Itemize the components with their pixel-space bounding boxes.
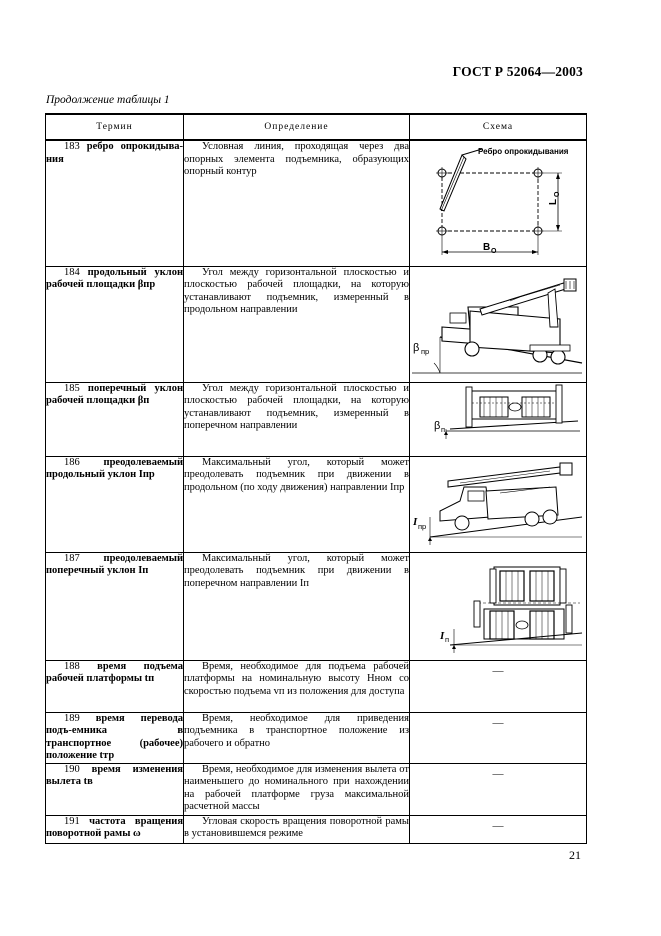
scheme-cell xyxy=(410,382,587,456)
term-cell xyxy=(46,382,184,456)
term-number: 185 xyxy=(64,382,80,394)
definition-text: Максимальный угол, который может преодолевать подъемник при движении в поперечном направлении Iп xyxy=(184,552,409,589)
table-caption: Продолжение таблицы 1 xyxy=(46,94,170,106)
scheme-dash: — xyxy=(492,716,504,729)
scheme-dash: — xyxy=(492,767,504,780)
table-row xyxy=(46,266,587,382)
term-number: 186 xyxy=(64,456,80,468)
term-text: продольный уклон рабочей площадки βпр xyxy=(46,266,183,290)
standard-code: ГОСТ Р 52064—2003 xyxy=(452,64,583,79)
definition-cell xyxy=(184,712,410,763)
term-text: ребро опрокидыва-ния xyxy=(46,141,183,165)
definition-text: Время, необходимое для подъема рабочей платформы на номинальную высоту Hном со скоростью подъема vп из положения для доступа xyxy=(184,660,409,697)
header-definition: Определение xyxy=(184,114,410,140)
term-text: поперечный уклон рабочей площадки βп xyxy=(46,382,183,406)
table-row xyxy=(46,456,587,552)
term-cell xyxy=(46,140,184,266)
table-row xyxy=(46,712,587,763)
slope-subscript: пр xyxy=(421,346,430,356)
definition-cell xyxy=(184,266,410,382)
figure-label: Ребро опрокидывания xyxy=(478,147,569,156)
table-row xyxy=(46,660,587,712)
term-cell xyxy=(46,815,184,843)
term-cell xyxy=(46,456,184,552)
definition-cell xyxy=(184,456,410,552)
scheme-cell xyxy=(410,266,587,382)
slope-label: I xyxy=(440,629,445,642)
definition-text: Максимальный угол, который может преодолевать подъемник при движении в продольном (по ходу движения) направлении Iпр xyxy=(184,456,409,493)
scheme-cell xyxy=(410,140,587,266)
term-cell xyxy=(46,266,184,382)
scheme-cell xyxy=(410,712,587,763)
slope-subscript: п xyxy=(445,634,450,644)
table-row xyxy=(46,815,587,843)
dim-l-label: L xyxy=(548,198,559,205)
definition-text: Время, необходимое для приведения подъемника в транспортное положение из рабочего и обратно xyxy=(184,712,409,749)
climbable-longitudinal-diagram xyxy=(410,457,587,551)
slope-label: β xyxy=(413,341,420,354)
term-number: 189 xyxy=(64,712,80,724)
scheme-cell xyxy=(410,660,587,712)
definition-cell xyxy=(184,763,410,815)
definition-text: Условная линия, проходящая через два опорных элемента подъемника, образующих опорный контур xyxy=(184,141,409,177)
term-number: 183 xyxy=(64,141,80,152)
table-row xyxy=(46,763,587,815)
term-text: частота вращения поворотной рамы ω xyxy=(46,815,183,839)
slope-label: I xyxy=(413,515,418,528)
slope-subscript: п xyxy=(441,424,446,434)
table-header-row xyxy=(46,114,587,140)
scheme-dash: — xyxy=(492,819,504,832)
term-text: время изменения вылета tв xyxy=(46,763,183,787)
definition-text: Угловая скорость вращения поворотной рамы в установившемся режиме xyxy=(184,815,409,839)
scheme-cell xyxy=(410,552,587,660)
scheme-cell xyxy=(410,763,587,815)
term-number: 191 xyxy=(64,815,80,827)
term-cell xyxy=(46,552,184,660)
terms-table xyxy=(45,113,587,844)
term-text: время перевода подъ-емника в транспортное (рабочее) положение tтр xyxy=(46,712,184,761)
definition-cell xyxy=(184,815,410,843)
term-cell xyxy=(46,712,184,763)
term-cell xyxy=(46,660,184,712)
tipping-edge-diagram xyxy=(410,141,587,265)
transverse-slope-diagram xyxy=(410,383,587,455)
dim-b-label: B xyxy=(483,242,491,253)
definition-text: Угол между горизонтальной плоскостью и плоскостью рабочей площадки, на которую устанавливают подъемник, измеренный в продольном направлении xyxy=(184,266,409,315)
table-row xyxy=(46,140,587,266)
scheme-dash: — xyxy=(492,664,504,677)
header-term: Термин xyxy=(46,114,184,140)
scheme-cell xyxy=(410,815,587,843)
slope-label: β xyxy=(434,419,441,432)
definition-cell xyxy=(184,660,410,712)
term-number: 184 xyxy=(64,266,80,278)
definition-cell xyxy=(184,140,410,266)
definition-text: Время, необходимое для изменения вылета от наименьшего до номинального при нахождении на рабочей платформе груза максимальной расчетной массы xyxy=(184,763,409,812)
term-number: 188 xyxy=(64,660,80,672)
term-text: преодолеваемый продольный уклон Iпр xyxy=(46,456,183,480)
scheme-cell xyxy=(410,456,587,552)
dim-b-subscript: O xyxy=(491,248,497,255)
definition-cell xyxy=(184,382,410,456)
table-row xyxy=(46,382,587,456)
slope-subscript: пр xyxy=(418,521,427,531)
longitudinal-slope-diagram xyxy=(410,267,587,381)
term-number: 190 xyxy=(64,763,80,775)
table-row xyxy=(46,552,587,660)
climbable-transverse-diagram xyxy=(410,553,587,659)
page-number: 21 xyxy=(569,848,581,862)
header-scheme: Схема xyxy=(410,114,587,140)
term-text: преодолеваемый поперечный уклон Iп xyxy=(46,552,183,576)
definition-text: Угол между горизонтальной плоскостью и плоскостью рабочей площадки, на которую устанавливают подъемник, измеренный в поперечном направлении xyxy=(184,382,409,431)
term-text: время подъема рабочей платформы tп xyxy=(46,660,183,684)
dim-l-subscript: O xyxy=(554,191,561,197)
definition-cell xyxy=(184,552,410,660)
term-cell xyxy=(46,763,184,815)
term-number: 187 xyxy=(64,552,80,564)
